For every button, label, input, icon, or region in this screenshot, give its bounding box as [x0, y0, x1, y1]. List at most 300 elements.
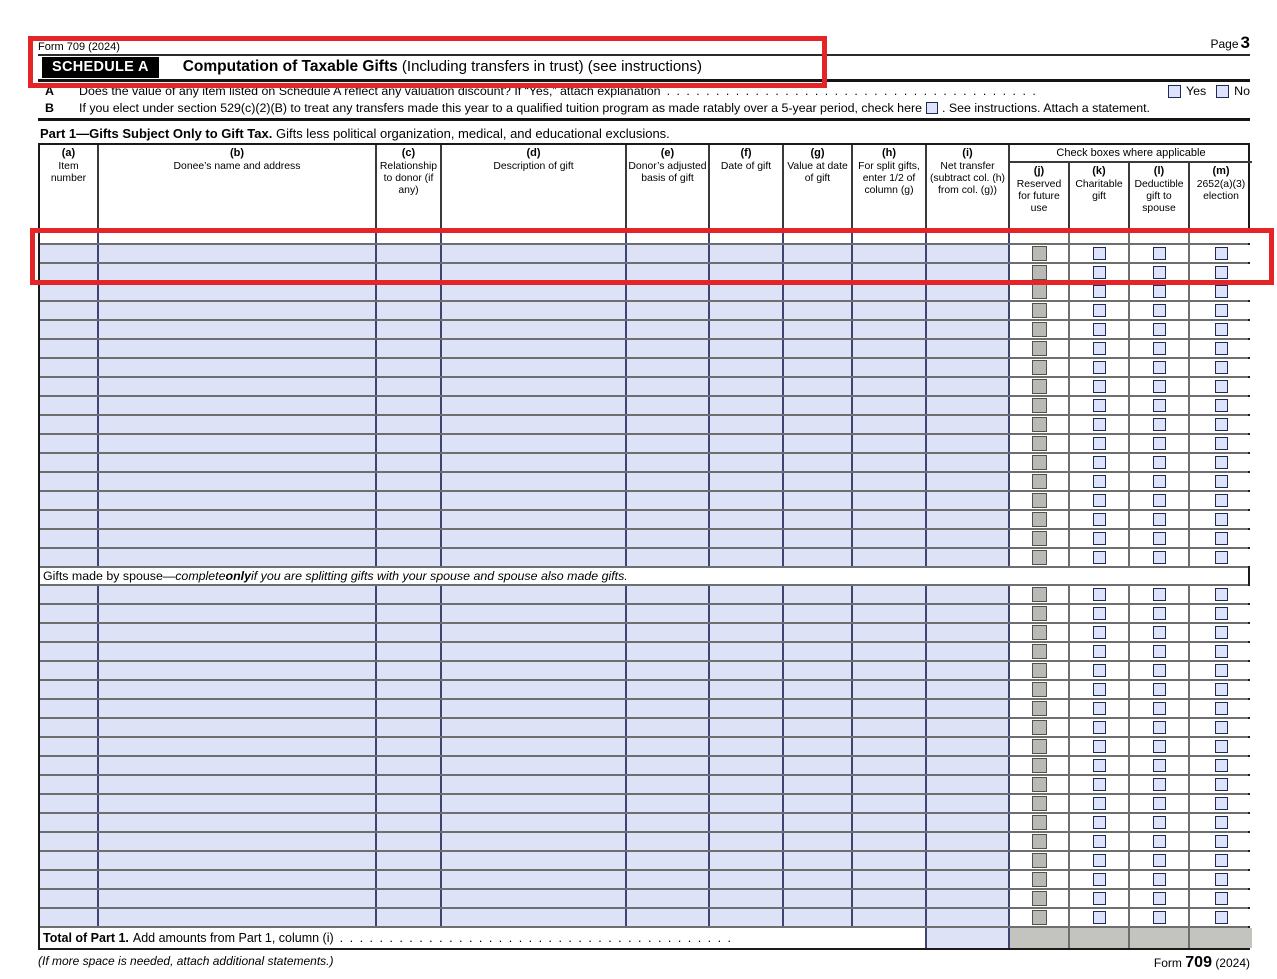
gift-entry-cell[interactable] [784, 283, 853, 300]
gift-entry-cell[interactable] [853, 549, 927, 566]
election-2652a3-checkbox[interactable] [1215, 626, 1228, 639]
charitable-gift-checkbox[interactable] [1093, 399, 1106, 412]
election-2652a3-checkbox[interactable] [1215, 588, 1228, 601]
election-2652a3-checkbox[interactable] [1215, 494, 1228, 507]
gift-entry-cell[interactable] [442, 473, 627, 490]
gift-entry-cell[interactable] [40, 302, 99, 319]
gift-entry-cell[interactable] [99, 681, 377, 698]
election-2652a3-checkbox[interactable] [1215, 418, 1228, 431]
gift-entry-cell[interactable] [710, 416, 784, 433]
charitable-gift-checkbox[interactable] [1093, 551, 1106, 564]
gift-entry-cell[interactable] [442, 662, 627, 679]
gift-entry-cell[interactable] [99, 795, 377, 812]
gift-entry-cell[interactable] [377, 681, 442, 698]
gift-entry-cell[interactable] [99, 643, 377, 660]
gift-entry-cell[interactable] [40, 586, 99, 603]
gift-entry-cell[interactable] [853, 643, 927, 660]
gift-entry-cell[interactable] [853, 814, 927, 831]
charitable-gift-checkbox[interactable] [1093, 418, 1106, 431]
gift-entry-cell[interactable] [377, 909, 442, 926]
gift-entry-cell[interactable] [784, 738, 853, 755]
charitable-gift-checkbox[interactable] [1093, 778, 1106, 791]
gift-entry-cell[interactable] [99, 738, 377, 755]
deductible-gift-to-spouse-checkbox[interactable] [1153, 304, 1166, 317]
gift-entry-cell[interactable] [784, 416, 853, 433]
gift-entry-cell[interactable] [710, 624, 784, 641]
gift-entry-cell[interactable] [853, 511, 927, 528]
gift-entry-cell[interactable] [442, 890, 627, 907]
gift-entry-cell[interactable] [40, 416, 99, 433]
gift-entry-cell[interactable] [99, 890, 377, 907]
charitable-gift-checkbox[interactable] [1093, 911, 1106, 924]
gift-entry-cell[interactable] [627, 321, 710, 338]
gift-entry-cell[interactable] [927, 435, 1010, 452]
charitable-gift-checkbox[interactable] [1093, 835, 1106, 848]
election-2652a3-checkbox[interactable] [1215, 285, 1228, 298]
gift-entry-cell[interactable] [927, 852, 1010, 869]
deductible-gift-to-spouse-checkbox[interactable] [1153, 418, 1166, 431]
gift-entry-cell[interactable] [627, 530, 710, 547]
gift-entry-cell[interactable] [784, 397, 853, 414]
gift-entry-cell[interactable] [927, 662, 1010, 679]
gift-entry-cell[interactable] [853, 909, 927, 926]
gift-entry-cell[interactable] [40, 492, 99, 509]
gift-entry-cell[interactable] [377, 378, 442, 395]
gift-entry-cell[interactable] [853, 378, 927, 395]
deductible-gift-to-spouse-checkbox[interactable] [1153, 437, 1166, 450]
gift-entry-cell[interactable] [927, 833, 1010, 850]
gift-entry-cell[interactable] [784, 814, 853, 831]
gift-entry-cell[interactable] [442, 435, 627, 452]
deductible-gift-to-spouse-checkbox[interactable] [1153, 721, 1166, 734]
gift-entry-cell[interactable] [40, 700, 99, 717]
election-2652a3-checkbox[interactable] [1215, 399, 1228, 412]
charitable-gift-checkbox[interactable] [1093, 380, 1106, 393]
gift-entry-cell[interactable] [627, 283, 710, 300]
gift-entry-cell[interactable] [784, 302, 853, 319]
gift-entry-cell[interactable] [710, 302, 784, 319]
gift-entry-cell[interactable] [99, 473, 377, 490]
gift-entry-cell[interactable] [710, 776, 784, 793]
gift-entry-cell[interactable] [710, 643, 784, 660]
gift-entry-cell[interactable] [927, 871, 1010, 888]
gift-entry-cell[interactable] [927, 473, 1010, 490]
gift-entry-cell[interactable] [99, 814, 377, 831]
gift-entry-cell[interactable] [627, 814, 710, 831]
gift-entry-cell[interactable] [853, 454, 927, 471]
charitable-gift-checkbox[interactable] [1093, 285, 1106, 298]
gift-entry-cell[interactable] [377, 833, 442, 850]
gift-entry-cell[interactable] [99, 530, 377, 547]
deductible-gift-to-spouse-checkbox[interactable] [1153, 740, 1166, 753]
election-2652a3-checkbox[interactable] [1215, 323, 1228, 336]
gift-entry-cell[interactable] [784, 530, 853, 547]
gift-entry-cell[interactable] [377, 549, 442, 566]
gift-entry-cell[interactable] [927, 624, 1010, 641]
gift-entry-cell[interactable] [99, 492, 377, 509]
gift-entry-cell[interactable] [627, 549, 710, 566]
gift-entry-cell[interactable] [40, 871, 99, 888]
gift-entry-cell[interactable] [927, 454, 1010, 471]
gift-entry-cell[interactable] [927, 511, 1010, 528]
deductible-gift-to-spouse-checkbox[interactable] [1153, 778, 1166, 791]
gift-entry-cell[interactable] [377, 530, 442, 547]
gift-entry-cell[interactable] [40, 833, 99, 850]
gift-entry-cell[interactable] [40, 321, 99, 338]
gift-entry-cell[interactable] [377, 605, 442, 622]
gift-entry-cell[interactable] [853, 738, 927, 755]
charitable-gift-checkbox[interactable] [1093, 361, 1106, 374]
gift-entry-cell[interactable] [40, 662, 99, 679]
gift-entry-cell[interactable] [710, 700, 784, 717]
gift-entry-cell[interactable] [784, 719, 853, 736]
gift-entry-cell[interactable] [784, 909, 853, 926]
gift-entry-cell[interactable] [927, 397, 1010, 414]
gift-entry-cell[interactable] [99, 321, 377, 338]
gift-entry-cell[interactable] [710, 435, 784, 452]
gift-entry-cell[interactable] [40, 909, 99, 926]
election-2652a3-checkbox[interactable] [1215, 721, 1228, 734]
gift-entry-cell[interactable] [853, 776, 927, 793]
gift-entry-cell[interactable] [927, 643, 1010, 660]
gift-entry-cell[interactable] [442, 530, 627, 547]
gift-entry-cell[interactable] [927, 549, 1010, 566]
gift-entry-cell[interactable] [627, 757, 710, 774]
deductible-gift-to-spouse-checkbox[interactable] [1153, 399, 1166, 412]
gift-entry-cell[interactable] [927, 605, 1010, 622]
election-2652a3-checkbox[interactable] [1215, 892, 1228, 905]
gift-entry-cell[interactable] [377, 814, 442, 831]
gift-entry-cell[interactable] [442, 776, 627, 793]
gift-entry-cell[interactable] [627, 833, 710, 850]
gift-entry-cell[interactable] [784, 795, 853, 812]
gift-entry-cell[interactable] [40, 530, 99, 547]
gift-entry-cell[interactable] [377, 757, 442, 774]
deductible-gift-to-spouse-checkbox[interactable] [1153, 475, 1166, 488]
deductible-gift-to-spouse-checkbox[interactable] [1153, 835, 1166, 848]
charitable-gift-checkbox[interactable] [1093, 323, 1106, 336]
gift-entry-cell[interactable] [710, 757, 784, 774]
gift-entry-cell[interactable] [710, 738, 784, 755]
gift-entry-cell[interactable] [784, 435, 853, 452]
gift-entry-cell[interactable] [442, 586, 627, 603]
election-2652a3-checkbox[interactable] [1215, 513, 1228, 526]
gift-entry-cell[interactable] [853, 624, 927, 641]
gift-entry-cell[interactable] [710, 605, 784, 622]
gift-entry-cell[interactable] [627, 700, 710, 717]
gift-entry-cell[interactable] [927, 321, 1010, 338]
gift-entry-cell[interactable] [927, 757, 1010, 774]
charitable-gift-checkbox[interactable] [1093, 342, 1106, 355]
gift-entry-cell[interactable] [442, 359, 627, 376]
deductible-gift-to-spouse-checkbox[interactable] [1153, 588, 1166, 601]
gift-entry-cell[interactable] [853, 795, 927, 812]
gift-entry-cell[interactable] [442, 871, 627, 888]
gift-entry-cell[interactable] [40, 681, 99, 698]
charitable-gift-checkbox[interactable] [1093, 740, 1106, 753]
gift-entry-cell[interactable] [927, 340, 1010, 357]
gift-entry-cell[interactable] [442, 700, 627, 717]
gift-entry-cell[interactable] [377, 283, 442, 300]
gift-entry-cell[interactable] [99, 435, 377, 452]
election-2652a3-checkbox[interactable] [1215, 740, 1228, 753]
gift-entry-cell[interactable] [784, 605, 853, 622]
gift-entry-cell[interactable] [784, 643, 853, 660]
gift-entry-cell[interactable] [784, 681, 853, 698]
gift-entry-cell[interactable] [710, 871, 784, 888]
charitable-gift-checkbox[interactable] [1093, 626, 1106, 639]
gift-entry-cell[interactable] [442, 814, 627, 831]
gift-entry-cell[interactable] [40, 511, 99, 528]
gift-entry-cell[interactable] [40, 757, 99, 774]
election-2652a3-checkbox[interactable] [1215, 532, 1228, 545]
gift-entry-cell[interactable] [927, 681, 1010, 698]
gift-entry-cell[interactable] [40, 435, 99, 452]
gift-entry-cell[interactable] [377, 643, 442, 660]
gift-entry-cell[interactable] [927, 776, 1010, 793]
gift-entry-cell[interactable] [853, 700, 927, 717]
gift-entry-cell[interactable] [377, 738, 442, 755]
gift-entry-cell[interactable] [377, 776, 442, 793]
gift-entry-cell[interactable] [710, 473, 784, 490]
election-2652a3-checkbox[interactable] [1215, 797, 1228, 810]
gift-entry-cell[interactable] [40, 605, 99, 622]
deductible-gift-to-spouse-checkbox[interactable] [1153, 456, 1166, 469]
deductible-gift-to-spouse-checkbox[interactable] [1153, 342, 1166, 355]
gift-entry-cell[interactable] [710, 397, 784, 414]
gift-entry-cell[interactable] [377, 321, 442, 338]
gift-entry-cell[interactable] [710, 378, 784, 395]
gift-entry-cell[interactable] [627, 681, 710, 698]
gift-entry-cell[interactable] [710, 814, 784, 831]
gift-entry-cell[interactable] [784, 511, 853, 528]
gift-entry-cell[interactable] [627, 359, 710, 376]
gift-entry-cell[interactable] [40, 795, 99, 812]
question-b-checkbox[interactable] [926, 102, 938, 114]
gift-entry-cell[interactable] [40, 340, 99, 357]
gift-entry-cell[interactable] [784, 549, 853, 566]
deductible-gift-to-spouse-checkbox[interactable] [1153, 854, 1166, 867]
gift-entry-cell[interactable] [442, 340, 627, 357]
election-2652a3-checkbox[interactable] [1215, 683, 1228, 696]
gift-entry-cell[interactable] [927, 492, 1010, 509]
gift-entry-cell[interactable] [377, 416, 442, 433]
gift-entry-cell[interactable] [927, 416, 1010, 433]
election-2652a3-checkbox[interactable] [1215, 645, 1228, 658]
charitable-gift-checkbox[interactable] [1093, 892, 1106, 905]
gift-entry-cell[interactable] [99, 719, 377, 736]
deductible-gift-to-spouse-checkbox[interactable] [1153, 513, 1166, 526]
gift-entry-cell[interactable] [377, 795, 442, 812]
gift-entry-cell[interactable] [627, 738, 710, 755]
gift-entry-cell[interactable] [784, 757, 853, 774]
gift-entry-cell[interactable] [853, 605, 927, 622]
gift-entry-cell[interactable] [99, 833, 377, 850]
gift-entry-cell[interactable] [710, 530, 784, 547]
charitable-gift-checkbox[interactable] [1093, 494, 1106, 507]
gift-entry-cell[interactable] [377, 473, 442, 490]
gift-entry-cell[interactable] [442, 852, 627, 869]
charitable-gift-checkbox[interactable] [1093, 588, 1106, 601]
deductible-gift-to-spouse-checkbox[interactable] [1153, 759, 1166, 772]
gift-entry-cell[interactable] [99, 852, 377, 869]
gift-entry-cell[interactable] [927, 530, 1010, 547]
deductible-gift-to-spouse-checkbox[interactable] [1153, 361, 1166, 374]
gift-entry-cell[interactable] [627, 378, 710, 395]
gift-entry-cell[interactable] [40, 397, 99, 414]
gift-entry-cell[interactable] [627, 454, 710, 471]
gift-entry-cell[interactable] [627, 511, 710, 528]
election-2652a3-checkbox[interactable] [1215, 361, 1228, 374]
gift-entry-cell[interactable] [853, 302, 927, 319]
gift-entry-cell[interactable] [377, 435, 442, 452]
gift-entry-cell[interactable] [377, 662, 442, 679]
charitable-gift-checkbox[interactable] [1093, 513, 1106, 526]
gift-entry-cell[interactable] [40, 738, 99, 755]
gift-entry-cell[interactable] [442, 719, 627, 736]
gift-entry-cell[interactable] [784, 776, 853, 793]
deductible-gift-to-spouse-checkbox[interactable] [1153, 797, 1166, 810]
gift-entry-cell[interactable] [442, 795, 627, 812]
gift-entry-cell[interactable] [853, 662, 927, 679]
gift-entry-cell[interactable] [99, 454, 377, 471]
gift-entry-cell[interactable] [99, 283, 377, 300]
gift-entry-cell[interactable] [99, 871, 377, 888]
gift-entry-cell[interactable] [40, 719, 99, 736]
gift-entry-cell[interactable] [442, 397, 627, 414]
gift-entry-cell[interactable] [377, 719, 442, 736]
gift-entry-cell[interactable] [40, 549, 99, 566]
gift-entry-cell[interactable] [99, 662, 377, 679]
election-2652a3-checkbox[interactable] [1215, 475, 1228, 488]
gift-entry-cell[interactable] [784, 852, 853, 869]
gift-entry-cell[interactable] [627, 605, 710, 622]
gift-entry-cell[interactable] [784, 624, 853, 641]
gift-entry-cell[interactable] [784, 871, 853, 888]
charitable-gift-checkbox[interactable] [1093, 304, 1106, 317]
election-2652a3-checkbox[interactable] [1215, 778, 1228, 791]
election-2652a3-checkbox[interactable] [1215, 873, 1228, 886]
gift-entry-cell[interactable] [442, 757, 627, 774]
election-2652a3-checkbox[interactable] [1215, 551, 1228, 564]
charitable-gift-checkbox[interactable] [1093, 816, 1106, 829]
gift-entry-cell[interactable] [442, 605, 627, 622]
election-2652a3-checkbox[interactable] [1215, 816, 1228, 829]
gift-entry-cell[interactable] [710, 340, 784, 357]
gift-entry-cell[interactable] [442, 681, 627, 698]
gift-entry-cell[interactable] [377, 397, 442, 414]
deductible-gift-to-spouse-checkbox[interactable] [1153, 683, 1166, 696]
gift-entry-cell[interactable] [784, 340, 853, 357]
gift-entry-cell[interactable] [853, 719, 927, 736]
gift-entry-cell[interactable] [40, 624, 99, 641]
gift-entry-cell[interactable] [710, 454, 784, 471]
gift-entry-cell[interactable] [784, 359, 853, 376]
gift-entry-cell[interactable] [853, 833, 927, 850]
charitable-gift-checkbox[interactable] [1093, 437, 1106, 450]
gift-entry-cell[interactable] [927, 738, 1010, 755]
gift-entry-cell[interactable] [442, 909, 627, 926]
gift-entry-cell[interactable] [442, 492, 627, 509]
deductible-gift-to-spouse-checkbox[interactable] [1153, 285, 1166, 298]
gift-entry-cell[interactable] [784, 454, 853, 471]
gift-entry-cell[interactable] [927, 302, 1010, 319]
election-2652a3-checkbox[interactable] [1215, 759, 1228, 772]
gift-entry-cell[interactable] [99, 340, 377, 357]
election-2652a3-checkbox[interactable] [1215, 342, 1228, 355]
gift-entry-cell[interactable] [710, 852, 784, 869]
gift-entry-cell[interactable] [377, 624, 442, 641]
election-2652a3-checkbox[interactable] [1215, 304, 1228, 317]
gift-entry-cell[interactable] [784, 662, 853, 679]
gift-entry-cell[interactable] [627, 435, 710, 452]
gift-entry-cell[interactable] [927, 700, 1010, 717]
deductible-gift-to-spouse-checkbox[interactable] [1153, 323, 1166, 336]
gift-entry-cell[interactable] [710, 511, 784, 528]
election-2652a3-checkbox[interactable] [1215, 437, 1228, 450]
charitable-gift-checkbox[interactable] [1093, 475, 1106, 488]
gift-entry-cell[interactable] [853, 681, 927, 698]
gift-entry-cell[interactable] [442, 511, 627, 528]
gift-entry-cell[interactable] [377, 511, 442, 528]
gift-entry-cell[interactable] [853, 492, 927, 509]
charitable-gift-checkbox[interactable] [1093, 759, 1106, 772]
deductible-gift-to-spouse-checkbox[interactable] [1153, 626, 1166, 639]
gift-entry-cell[interactable] [99, 511, 377, 528]
gift-entry-cell[interactable] [784, 473, 853, 490]
gift-entry-cell[interactable] [99, 302, 377, 319]
gift-entry-cell[interactable] [784, 378, 853, 395]
gift-entry-cell[interactable] [853, 359, 927, 376]
gift-entry-cell[interactable] [927, 586, 1010, 603]
gift-entry-cell[interactable] [853, 586, 927, 603]
question-a-no-checkbox[interactable] [1216, 85, 1229, 98]
gift-entry-cell[interactable] [853, 435, 927, 452]
gift-entry-cell[interactable] [377, 302, 442, 319]
gift-entry-cell[interactable] [627, 662, 710, 679]
gift-entry-cell[interactable] [710, 890, 784, 907]
gift-entry-cell[interactable] [99, 416, 377, 433]
charitable-gift-checkbox[interactable] [1093, 645, 1106, 658]
gift-entry-cell[interactable] [853, 340, 927, 357]
gift-entry-cell[interactable] [377, 359, 442, 376]
gift-entry-cell[interactable] [40, 643, 99, 660]
gift-entry-cell[interactable] [853, 473, 927, 490]
gift-entry-cell[interactable] [710, 492, 784, 509]
gift-entry-cell[interactable] [627, 416, 710, 433]
gift-entry-cell[interactable] [784, 890, 853, 907]
total-part1-amount-cell[interactable] [927, 928, 1010, 948]
gift-entry-cell[interactable] [99, 378, 377, 395]
deductible-gift-to-spouse-checkbox[interactable] [1153, 494, 1166, 507]
gift-entry-cell[interactable] [710, 321, 784, 338]
gift-entry-cell[interactable] [853, 321, 927, 338]
election-2652a3-checkbox[interactable] [1215, 607, 1228, 620]
gift-entry-cell[interactable] [627, 492, 710, 509]
gift-entry-cell[interactable] [853, 283, 927, 300]
deductible-gift-to-spouse-checkbox[interactable] [1153, 892, 1166, 905]
gift-entry-cell[interactable] [442, 321, 627, 338]
gift-entry-cell[interactable] [40, 814, 99, 831]
gift-entry-cell[interactable] [99, 909, 377, 926]
deductible-gift-to-spouse-checkbox[interactable] [1153, 664, 1166, 677]
gift-entry-cell[interactable] [377, 492, 442, 509]
gift-entry-cell[interactable] [377, 340, 442, 357]
gift-entry-cell[interactable] [442, 549, 627, 566]
gift-entry-cell[interactable] [442, 643, 627, 660]
gift-entry-cell[interactable] [442, 624, 627, 641]
deductible-gift-to-spouse-checkbox[interactable] [1153, 380, 1166, 393]
